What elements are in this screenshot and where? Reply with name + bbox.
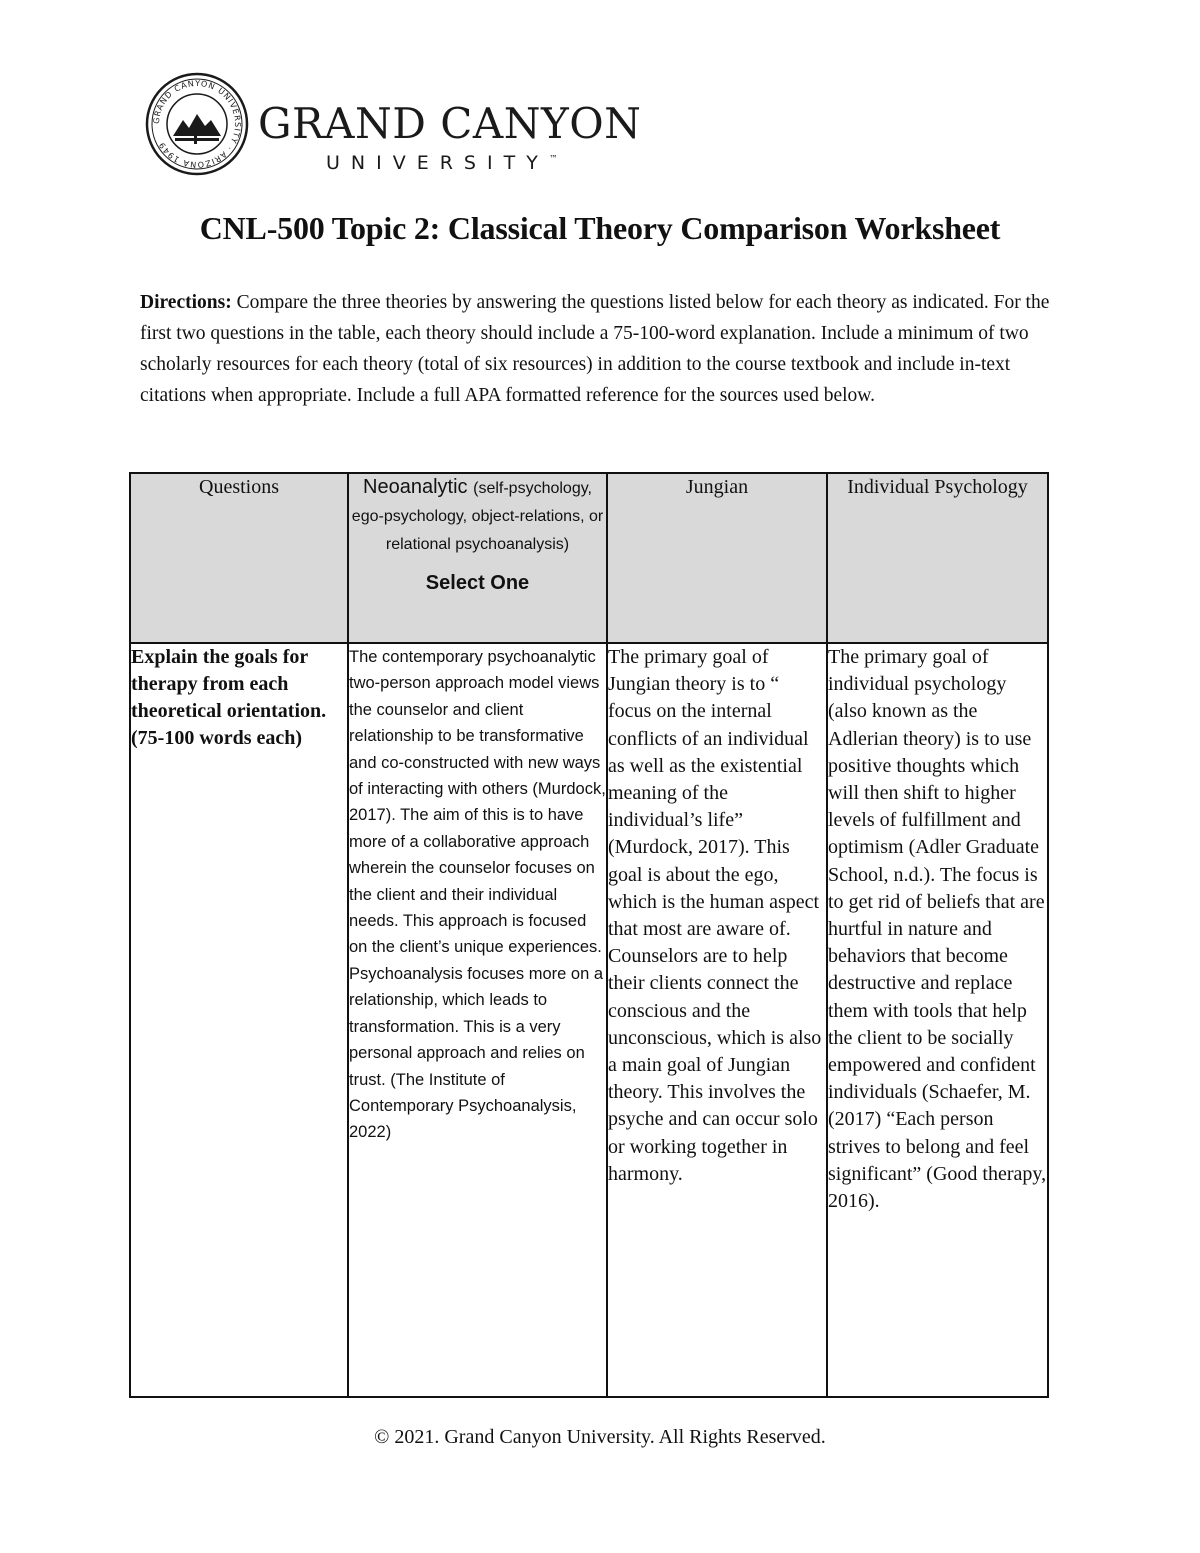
neoanalytic-answer-cell: The contemporary psychoanalytic two-person approach model views the counselor and client relationship to be transformative and co-constructed with new ways of interacting with others (Murdock, 2017). The aim of this is to have more of a collaborative approach wherein the counselor focuses on the client and their individual needs. This approach is focused on the client’s unique experiences. Psychoanalysis focuses more on a relationship, which leads to transformation. This is a very personal approach and relies on trust. (The Institute of Contemporary Psychoanalysis, 2022) <box>348 643 607 1397</box>
logo-line-university <box>326 152 641 174</box>
comparison-table <box>129 472 1049 1398</box>
directions-text: Compare the three theories by answering the questions listed below for each theory as indicated. For the first two questions in the table, each theory should include a 75-100-word explanation. Include a minimum of two scholarly resources for each theory (total of six resources) in addition to the course textbook and include in-text citations when appropriate. Include a full APA formatted reference for the sources used below. <box>140 292 1050 406</box>
individual-answer-cell: The primary goal of individual psychology (also known as the Adlerian theory) is to use positive thoughts which will then shift to higher levels of fulfillment and optimism (Adler Graduate School, n.d.). The focus is to get rid of beliefs that are hurtful in nature and behaviors that become destructive and replace them with tools that help the client to be socially empowered and confident individuals (Schaefer, M. (2017) “Each person strives to belong and feel significant” (Good therapy, 2016). <box>827 643 1048 1397</box>
table-row <box>130 643 1048 1397</box>
logo-line-grand-canyon: GRAND CANYON <box>258 99 642 148</box>
directions-paragraph <box>140 287 1065 411</box>
university-seal <box>145 72 249 176</box>
page-title: CNL-500 Topic 2: Classical Theory Comparison Worksheet <box>199 210 1001 246</box>
trademark-mark: ™ <box>548 154 558 165</box>
seal-text: GRAND CANYON UNIVERSITY · ARIZONA 1949 <box>151 78 243 170</box>
header-individual-psychology: Individual Psychology <box>827 473 1048 643</box>
header-select-one: Select One <box>425 572 530 594</box>
header-neoanalytic-subtitle: (self-psychology, ego-psychology, object-relations, or relational psychoanalysis) <box>351 480 604 553</box>
header-neoanalytic-title: Neoanalytic <box>363 476 468 498</box>
university-logo <box>145 72 642 182</box>
jungian-answer-cell: The primary goal of Jungian theory is to “ focus on the internal conflicts of an individual as well as the existential meaning of the individual’s life” (Murdock, 2017). This goal is about the ego, which is the human aspect that most are aware of. Counselors are to help their clients connect the conscious and the unconscious, which is also a main goal of Jungian theory. This involves the psyche and can occur solo or working together in harmony. <box>607 643 827 1397</box>
header-neoanalytic <box>348 473 607 643</box>
logo-university-text: UNIVERSITY <box>326 152 549 174</box>
directions-label: Directions: <box>140 292 232 313</box>
header-row <box>130 473 1048 643</box>
header-jungian: Jungian <box>607 473 827 643</box>
seal-emblem-icon <box>145 72 249 176</box>
logo-wordmark <box>258 99 642 174</box>
copyright-footer: © 2021. Grand Canyon University. All Rights Reserved. <box>374 1426 826 1448</box>
header-questions: Questions <box>130 473 348 643</box>
question-cell: Explain the goals for therapy from each theoretical orientation. (75-100 words each) <box>130 643 348 1397</box>
